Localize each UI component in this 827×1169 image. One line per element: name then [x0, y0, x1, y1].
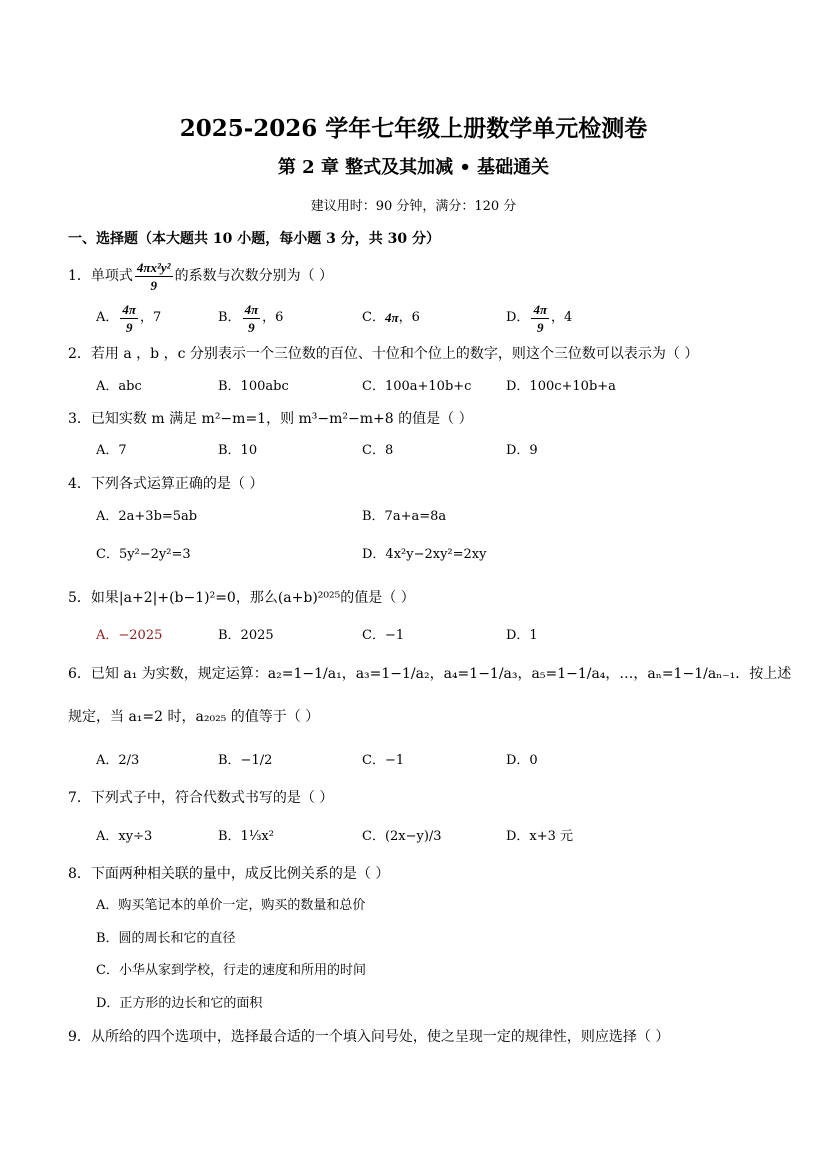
option-a[interactable]: A．购买笔记本的单价一定，购买的数量和总价: [96, 898, 366, 913]
question-text: 单项式: [90, 268, 133, 284]
fraction-numerator: 4π: [533, 301, 548, 317]
option-tail: ，6: [398, 310, 420, 325]
question-4: [68, 474, 263, 494]
question-text: 下列式子中，符合代数式书写的是（ ）: [90, 790, 334, 806]
option-tail: ，7: [140, 310, 162, 325]
question-text: 已知 a₁ 为实数，规定运算：a₂=1−1/a₁，a₃=1−1/a₂，a₄=1−1/a₃，a₅=1−1/a₄，…，aₙ=1−1/aₙ₋₁．按上述: [90, 666, 792, 682]
question-6-continued: 规定，当 a₁=2 时，a₂₀₂₅ 的值等于（ ）: [68, 709, 320, 725]
question-1: [68, 258, 333, 294]
question-number: 7．: [68, 790, 91, 806]
question-number: 3．: [68, 411, 91, 427]
section-heading: 一、选择题（本大题共 10 小题，每小题 3 分，共 30 分）: [68, 231, 440, 247]
question-number: 8．: [68, 866, 91, 882]
option-label: D．: [506, 310, 530, 325]
question-2: [68, 344, 698, 364]
option-tail: ，6: [262, 310, 284, 325]
question-text: 从所给的四个选项中，选择最合适的一个填入问号处，使之呈现一定的规律性，则应选择（ ）: [90, 1029, 670, 1045]
fraction-denominator: 9: [248, 319, 255, 335]
fraction-numerator: 4πx²y²: [136, 259, 171, 275]
question-text: 下列各式运算正确的是（ ）: [90, 476, 264, 492]
option-d[interactable]: D．1: [506, 628, 538, 643]
option-a[interactable]: [96, 300, 161, 336]
option-c[interactable]: C．8: [362, 443, 394, 458]
question-text: 已知实数 m 满足 m²−m=1，则 m³−m²−m+8 的值是（ ）: [90, 411, 473, 427]
option-c[interactable]: C．5y²−2y²=3: [96, 547, 191, 562]
option-d[interactable]: D．0: [506, 753, 538, 768]
option-a[interactable]: A．−2025: [96, 628, 163, 643]
option-a[interactable]: A．abc: [96, 379, 142, 394]
option-d[interactable]: D．正方形的边长和它的面积: [96, 996, 263, 1011]
option-a[interactable]: A．xy÷3: [96, 829, 153, 844]
fraction: [243, 301, 261, 336]
question-text: 的系数与次数分别为（ ）: [174, 268, 334, 284]
option-d[interactable]: D．9: [506, 443, 538, 458]
option-c[interactable]: [362, 300, 420, 336]
fraction: [120, 301, 138, 336]
fraction: [135, 259, 173, 294]
option-label: C．: [362, 310, 385, 325]
question-number: 4．: [68, 476, 91, 492]
question-number: 6．: [68, 666, 91, 682]
option-d[interactable]: [506, 300, 572, 336]
option-label: A．: [96, 310, 119, 325]
option-b[interactable]: B．7a+a=8a: [362, 509, 447, 524]
option-b[interactable]: B．2025: [218, 628, 274, 643]
option-c[interactable]: C．小华从家到学校，行走的速度和所用的时间: [96, 963, 366, 978]
option-c[interactable]: C．(2x−y)/3: [362, 829, 442, 844]
option-b[interactable]: B．−1/2: [218, 753, 273, 768]
option-d[interactable]: D．x+3 元: [506, 829, 574, 844]
option-c[interactable]: C．−1: [362, 628, 405, 643]
option-a[interactable]: A．7: [96, 443, 127, 458]
question-text: 若用 a ，b ，c 分别表示一个三位数的百位、十位和个位上的数字，则这个三位数可以表示为（ ）: [90, 346, 699, 362]
question-text: 下面两种相关联的量中，成反比例关系的是（ ）: [90, 866, 390, 882]
fraction-numerator: 4π: [244, 301, 259, 317]
question-5: [68, 588, 415, 608]
option-d[interactable]: D．100c+10b+a: [506, 379, 616, 394]
option-b[interactable]: B．100abc: [218, 379, 289, 394]
question-number: 2．: [68, 346, 91, 362]
page-title: 2025-2026 学年七年级上册数学单元检测卷: [179, 115, 648, 142]
question-6: [68, 664, 791, 684]
question-7: [68, 788, 333, 808]
question-text: 如果|a+2|+(b−1)²=0，那么(a+b)²⁰²⁵的值是（ ）: [90, 590, 415, 606]
fraction-numerator: 4π: [122, 301, 136, 317]
option-a[interactable]: A．2a+3b=5ab: [96, 509, 198, 524]
option-b[interactable]: B．1⅓x²: [218, 829, 274, 844]
option-c[interactable]: C．−1: [362, 753, 405, 768]
time-score-info: 建议用时：90 分钟，满分：120 分: [310, 199, 517, 214]
option-label: B．: [218, 310, 241, 325]
question-number: 1．: [68, 268, 91, 284]
option-b[interactable]: B．10: [218, 443, 258, 458]
option-b[interactable]: [218, 300, 283, 336]
option-c[interactable]: C．100a+10b+c: [362, 379, 472, 394]
option-tail: ，4: [551, 310, 573, 325]
option-a[interactable]: A．2/3: [96, 753, 140, 768]
question-number: 5．: [68, 590, 91, 606]
fraction-denominator: 9: [125, 319, 133, 335]
chapter-subtitle: 第 2 章 整式及其加减 • 基础通关: [277, 157, 550, 178]
option-b[interactable]: B．圆的周长和它的直径: [96, 931, 236, 946]
option-d[interactable]: D．4x²y−2xy²=2xy: [362, 547, 487, 562]
fraction-denominator: 9: [536, 319, 544, 335]
fraction-denominator: 9: [150, 277, 157, 293]
option-expression: 4π: [384, 310, 399, 325]
question-3: [68, 409, 473, 429]
question-9: [68, 1027, 669, 1047]
fraction: [531, 301, 549, 336]
question-number: 9．: [68, 1029, 91, 1045]
question-8: [68, 864, 389, 884]
